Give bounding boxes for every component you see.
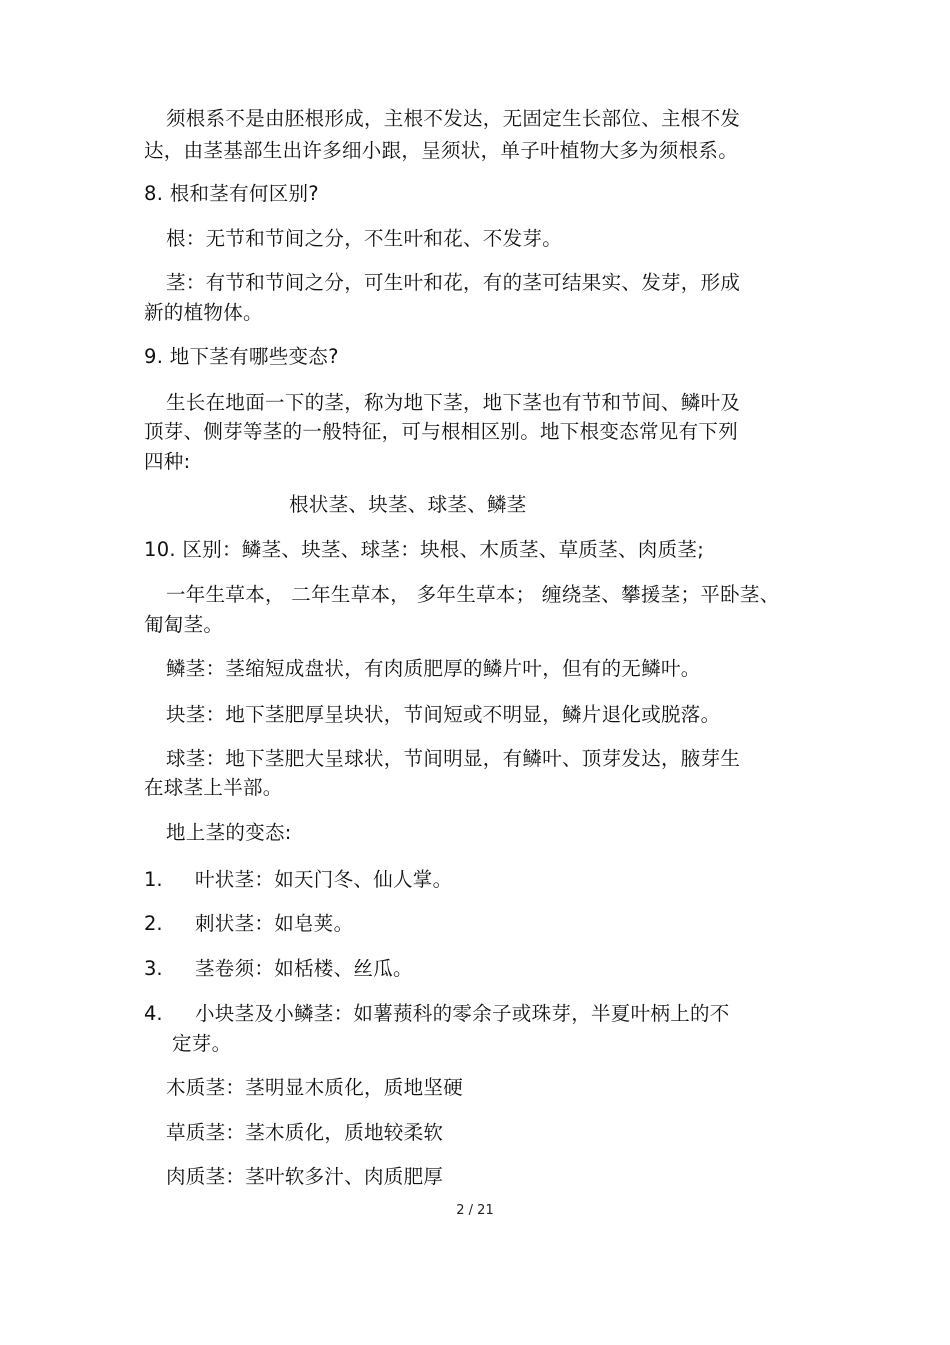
above-ground-stem-title: 地上茎的变态: (166, 821, 292, 844)
paragraph-underground-stem-line1: 生长在地面一下的茎，称为地下茎，地下茎也有节和节间、鳞叶及 (166, 391, 741, 414)
list-item-text-continuation: 定芽。 (172, 1032, 232, 1055)
paragraph-root-definition: 根：无节和节间之分，不生叶和花、不发芽。 (166, 227, 563, 250)
paragraph-corm-line1: 球茎：地下茎肥大呈球状，节间明显，有鳞叶、顶芽发达，腋芽生 (166, 747, 741, 770)
question-9-heading: 9. 地下茎有哪些变态? (144, 345, 339, 368)
paragraph-succulent-stem: 肉质茎：茎叶软多汁、肉质肥厚 (166, 1165, 444, 1188)
question-8-heading: 8. 根和茎有何区别? (144, 182, 319, 205)
list-item-text: 刺状茎：如皂荚。 (195, 912, 354, 935)
list-item-number: 3. (144, 957, 163, 980)
stem-types-centered-line: 根状茎、块茎、球茎、鳞茎 (289, 493, 527, 516)
paragraph-herb-types-line1: 一年生草本， 二年生草本， 多年生草本； 缠绕茎、攀援茎；平卧茎、 (166, 583, 780, 606)
paragraph-underground-stem-line2: 顶芽、侧芽等茎的一般特征，可与根相区别。地下根变态常见有下列 (144, 420, 739, 443)
paragraph-corm-line2: 在球茎上半部。 (144, 776, 283, 799)
list-item-text: 茎卷须：如栝楼、丝瓜。 (195, 957, 413, 980)
paragraph-fibrous-root-line1: 须根系不是由胚根形成，主根不发达，无固定生长部位、主根不发 (166, 107, 741, 130)
paragraph-fibrous-root-line2: 达，由茎基部生出许多细小跟，呈须状，单子叶植物大多为须根系。 (144, 139, 739, 162)
list-item-number: 4. (144, 1002, 163, 1025)
paragraph-tuber: 块茎：地下茎肥厚呈块状，节间短或不明显，鳞片退化或脱落。 (166, 703, 721, 726)
page-number: 2 / 21 (456, 1203, 494, 1218)
paragraph-underground-stem-line3: 四种: (144, 450, 191, 473)
list-item-text: 叶状茎：如天门冬、仙人掌。 (195, 868, 453, 891)
paragraph-herbaceous-stem: 草质茎：茎木质化，质地较柔软 (166, 1121, 444, 1144)
paragraph-stem-definition-line1: 茎：有节和节间之分，可生叶和花，有的茎可结果实、发芽，形成 (166, 271, 741, 294)
list-item-text: 小块茎及小鳞茎：如薯蓣科的零余子或珠芽，半夏叶柄上的不 (195, 1002, 730, 1025)
paragraph-stem-definition-line2: 新的植物体。 (144, 301, 263, 324)
list-item-number: 2. (144, 912, 163, 935)
question-10-heading: 10. 区别：鳞茎、块茎、球茎：块根、木质茎、草质茎、肉质茎; (144, 538, 705, 561)
list-item-number: 1. (144, 868, 163, 891)
paragraph-woody-stem: 木质茎：茎明显木质化，质地坚硬 (166, 1076, 464, 1099)
paragraph-herb-types-line2: 匍匐茎。 (144, 613, 224, 636)
paragraph-bulb: 鳞茎：茎缩短成盘状，有肉质肥厚的鳞片叶，但有的无鳞叶。 (166, 657, 701, 680)
